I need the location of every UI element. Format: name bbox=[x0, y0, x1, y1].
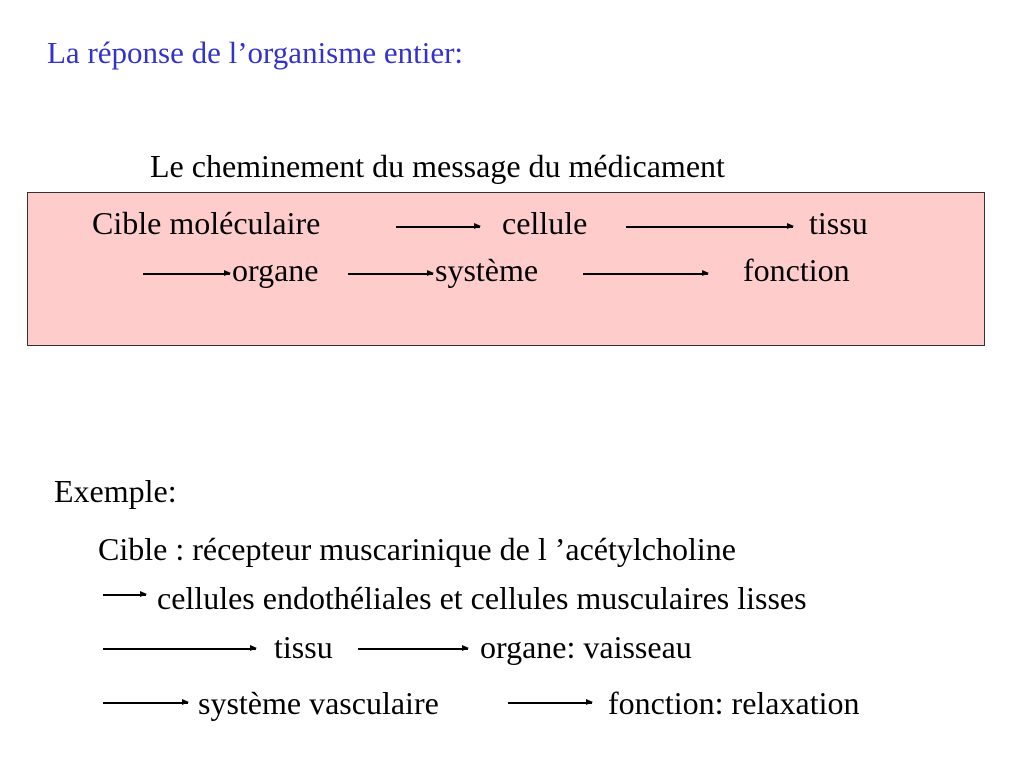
example-cells: cellules endothéliales et cellules musculaires lisses bbox=[157, 580, 807, 616]
arrow-icon bbox=[143, 273, 230, 275]
slide-title: La réponse de l’organisme entier: bbox=[47, 35, 464, 70]
step-molecular-target: Cible moléculaire bbox=[92, 205, 321, 241]
step-tissue: tissu bbox=[809, 205, 868, 241]
step-function: fonction bbox=[743, 252, 850, 288]
step-cell: cellule bbox=[502, 205, 588, 241]
example-function: fonction: relaxation bbox=[608, 685, 860, 721]
step-organ: organe bbox=[232, 252, 319, 288]
example-heading: Exemple: bbox=[54, 473, 177, 509]
arrow-icon bbox=[626, 226, 793, 228]
step-system: système bbox=[435, 252, 539, 288]
arrow-icon bbox=[348, 273, 433, 275]
arrow-icon bbox=[358, 648, 468, 650]
arrow-icon bbox=[508, 702, 592, 704]
arrow-icon bbox=[103, 594, 146, 596]
arrow-icon bbox=[396, 226, 480, 228]
example-system: système vasculaire bbox=[198, 685, 439, 721]
arrow-icon bbox=[583, 273, 708, 275]
example-target: Cible : récepteur muscarinique de l ’acétylcholine bbox=[98, 531, 736, 567]
example-tissue: tissu bbox=[274, 629, 333, 665]
arrow-icon bbox=[103, 648, 256, 650]
example-organ: organe: vaisseau bbox=[480, 629, 692, 665]
arrow-icon bbox=[103, 702, 188, 704]
subtitle: Le cheminement du message du médicament bbox=[150, 148, 725, 184]
